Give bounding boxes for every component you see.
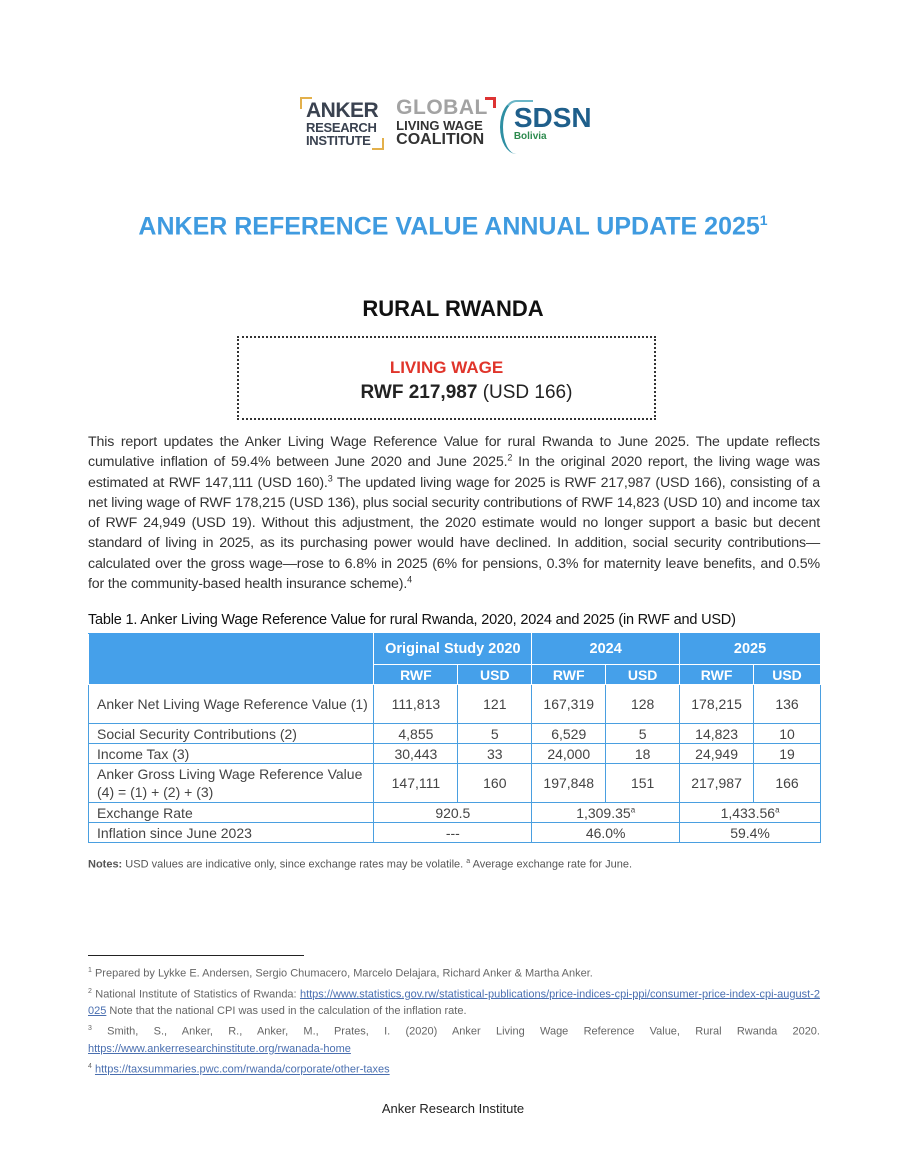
global-living-wage-coalition-logo [396,97,488,149]
pwc-tax-link[interactable]: https://taxsummaries.pwc.com/rwanda/corporate/other-taxes [94,1063,390,1076]
logo-text: INSTITUTE [306,132,371,148]
table-row-exchange [89,803,821,823]
table-cell: 24,000 [532,744,606,764]
footnote-ref: 3 [327,472,333,483]
footnote-text: Smith, S., Anker, R., Anker, M., Prates, I. (2020) Anker Living Wage Reference Value, Rural Rwanda 2020. [91,1025,820,1038]
row-label: Exchange Rate [89,803,374,823]
table-header-blank [89,634,374,685]
table-cell: 33 [458,744,532,764]
page-title [0,212,906,241]
notes-text: USD values are indicative only, since exchange rates may be volatile. [122,858,467,871]
living-wage-rwf: RWF 217,987 [360,382,478,403]
table-cell [532,803,680,823]
table-cell: 197,848 [532,764,606,803]
footnote-1 [88,962,820,983]
notes-label: Notes: [88,858,123,871]
table-header-group: Original Study 2020 [374,634,532,665]
table-row [89,685,821,724]
footnote-number: 1 [88,967,92,974]
table-cell: 19 [754,744,821,764]
cell-value: 1,309.35 [576,804,631,821]
footnote-number: 4 [88,1062,92,1070]
paragraph-text: This report updates the Anker Living Wage Reference Value for rural Rwanda to June 2025. The update reflects cumulative inflation of 59.4% between June 2020 and June 2025. [88,434,820,471]
logo-corner-mark [485,97,496,108]
table-cell: 14,823 [680,724,754,744]
cell-value: 46.0% [585,824,626,841]
logo-text: LIVING WAGE [396,117,483,133]
table-cell [680,823,821,843]
table-cell: 5 [458,724,532,744]
logo-text: ANKER [306,98,379,122]
row-label: Income Tax (3) [89,744,374,764]
living-wage-usd: (USD 166) [477,382,573,403]
footnote-ref: 2 [507,452,513,463]
living-wage-label: LIVING WAGE [389,358,504,377]
table-notes [88,858,632,871]
footnote-4 [88,1058,820,1079]
row-label: Anker Net Living Wage Reference Value (1) [89,685,374,724]
footnote-ref: 4 [407,574,412,585]
intro-paragraph [88,432,820,594]
table-cell: 128 [606,685,680,724]
logo-text: Bolivia [513,131,547,142]
title-text: ANKER REFERENCE VALUE ANNUAL UPDATE 2025 [138,212,760,241]
footnote-text: Note that the national CPI was used in the calculation of the inflation rate. [106,1005,467,1018]
table-row [89,744,821,764]
footnote-ref: a [775,804,780,814]
table-cell [532,823,680,843]
table-cell: 160 [458,764,532,803]
table-cell: 24,949 [680,744,754,764]
row-label: Social Security Contributions (2) [89,724,374,744]
cell-value: 59.4% [730,824,770,841]
table-cell: 217,987 [680,764,754,803]
table-cell: 6,529 [532,724,606,744]
footnote-text: National Institute of Statistics of Rwanda: [91,988,300,1001]
living-wage-table [88,633,821,843]
cell-value: --- [445,824,460,841]
table-header-group: 2024 [532,634,680,665]
table-cell: 147,111 [374,764,458,803]
table-header-group: 2025 [680,634,821,665]
table-cell [374,823,532,843]
nisr-cpi-link[interactable]: https://www.statistics.gov.rw/statistical-publications/price-indices-cpi-ppi/consumer-price-index-cpi-august-2025 [88,988,820,1018]
living-wage-box [237,336,656,420]
footnote-divider [88,955,304,956]
footnote-number: 3 [88,1025,92,1033]
footnote-2 [88,983,820,1021]
table-cell: 167,319 [532,685,606,724]
table-row-inflation [89,823,821,843]
table-cell: 10 [754,724,821,744]
notes-sup: a [466,858,471,865]
anker-rwanda-link[interactable]: https://www.ankerresearchinstitute.org/rwanada-home [88,1042,351,1055]
cell-value: 920.5 [435,804,471,821]
cell-value: 1,433.56 [720,804,776,821]
logo-text: GLOBAL [396,95,488,119]
table-subheader: RWF [374,665,458,685]
table-subheader: USD [754,665,821,685]
footnotes [88,962,820,1079]
sdsn-bolivia-logo [500,104,592,142]
logo-arc-icon [500,100,533,154]
table-subheader: RWF [680,665,754,685]
table-cell: 166 [754,764,821,803]
table-subheader: RWF [532,665,606,685]
footnote-text: Prepared by Lykke E. Andersen, Sergio Chumacero, Marcelo Delajara, Richard Anker & Martha Anker. [91,967,593,980]
table-cell: 30,443 [374,744,458,764]
paragraph-text: The updated living wage for 2025 is RWF 217,987 (USD 166), consisting of a net living wage of RWF 178,215 (USD 136), plus social security contributions of RWF 14,823 (USD 10) and income tax of RWF 24,949 (USD 19). Without this adjustment, the 2020 estimate would no longer support a basic but decent standard of living in 2025, as its purchasing power would have declined. In addition, social security contributions—calculated over the gross wage—rose to 6.8% in 2025 (6% for pensions, 0.3% for maternity leave benefits, and 0.5% for the community-based health insurance scheme). [88,474,820,593]
living-wage-value [279,382,654,404]
anker-research-institute-logo [300,97,384,150]
notes-text: Average exchange rate for June. [470,858,633,871]
table-cell [680,803,821,823]
table-cell: 5 [606,724,680,744]
table-caption: Table 1. Anker Living Wage Reference Value for rural Rwanda, 2020, 2024 and 2025 (in RWF and USD) [88,612,736,628]
table-cell: 151 [606,764,680,803]
footnote-3 [88,1020,820,1058]
table-cell: 178,215 [680,685,754,724]
footnote-ref: 1 [759,212,768,228]
table-row [89,724,821,744]
partner-logos [300,90,600,156]
logo-text: RESEARCH [306,119,377,135]
logo-text: COALITION [396,131,485,149]
table-cell [374,803,532,823]
table-cell: 18 [606,744,680,764]
logo-text: SDSN [513,102,592,133]
footnote-number: 2 [88,987,92,995]
table-row [89,764,821,803]
page-subtitle: RURAL RWANDA [362,296,544,321]
table-cell: 4,855 [374,724,458,744]
table-subheader: USD [606,665,680,685]
paragraph-text: In the original 2020 report, the living wage was estimated at RWF 147,111 (USD 160). [88,454,820,491]
footnote-ref: a [630,804,636,814]
table-cell: 121 [458,685,532,724]
table-cell: 111,813 [374,685,458,724]
row-label: Inflation since June 2023 [89,823,374,843]
table-cell: 136 [754,685,821,724]
row-label: Anker Gross Living Wage Reference Value (4) = (1) + (2) + (3) [89,764,374,803]
table-subheader: USD [458,665,532,685]
page-footer: Anker Research Institute [381,1101,525,1116]
